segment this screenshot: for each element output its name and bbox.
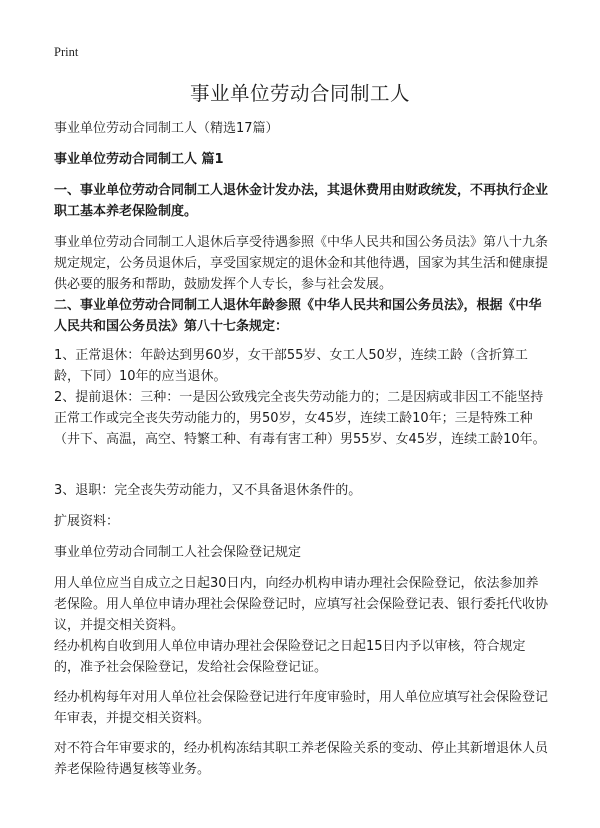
heading-2: 二、事业单位劳动合同制工人退休年龄参照《中华人民共和国公务员法》，根据《中华人民共和国公务员法》第八十七条规定： [54, 298, 542, 334]
paragraph-5: 对不符合年审要求的，经办机构冻结其职工养老保险关系的变动、停止其新增退休人员养老保险待遇复核等业务。 [54, 741, 549, 777]
list-item-3: 3、退职：完全丧失劳动能力，又不具备退休条件的。 [54, 483, 362, 498]
list-item-1: 1、正常退休：年龄达到男60岁，女干部55岁、女工人50岁，连续工龄（含折算工龄，下同）10年的应当退休。 [54, 348, 528, 384]
paragraph-1: 事业单位劳动合同制工人退休后享受待遇参照《中华人民共和国公务员法》第八十九条规定规定，公务员退休后，享受国家规定的退休金和其他待遇，国家为其生活和健康提供必要的服务和帮助，鼓励发挥个人专长，参与社会发展。 [54, 235, 549, 292]
heading-1: 一、事业单位劳动合同制工人退休金计发办法，其退休费用由财政统发，不再执行企业职工基本养老保险制度。 [54, 183, 549, 219]
print-link[interactable]: Print [54, 45, 79, 59]
paragraph-4: 经办机构每年对用人单位社会保险登记进行年度审验时，用人单位应填写社会保险登记年审表，并提交相关资料。 [54, 690, 549, 726]
section-heading: 事业单位劳动合同制工人 篇1 [54, 152, 224, 167]
paragraph-3: 经办机构自收到用人单位申请办理社会保险登记之日起15日内予以审核，符合规定的，准予社会保险登记，发给社会保险登记证。 [54, 639, 526, 675]
paragraph-2: 用人单位应当自成立之日起30日内，向经办机构申请办理社会保险登记，依法参加养老保险。用人单位申请办理社会保险登记时，应填写社会保险登记表、银行委托代收协议，并提交相关资料。 [54, 576, 549, 633]
extended-label: 扩展资料： [54, 514, 120, 529]
extended-title: 事业单位劳动合同制工人社会保险登记规定 [54, 545, 302, 560]
list-item-2: 2、提前退休：三种：一是因公致残完全丧失劳动能力的；二是因病或非因工不能坚持正常工作或完全丧失劳动能力的，男50岁，女45岁，连续工龄10年；三是特殊工种（井下、高温，高空、特繁工种、有毒有害工种）男55岁、女45岁，连续工龄10年。 [54, 390, 546, 447]
document-subtitle: 事业单位劳动合同制工人（精选17篇） [54, 121, 279, 136]
document-title: 事业单位劳动合同制工人 [189, 82, 410, 105]
